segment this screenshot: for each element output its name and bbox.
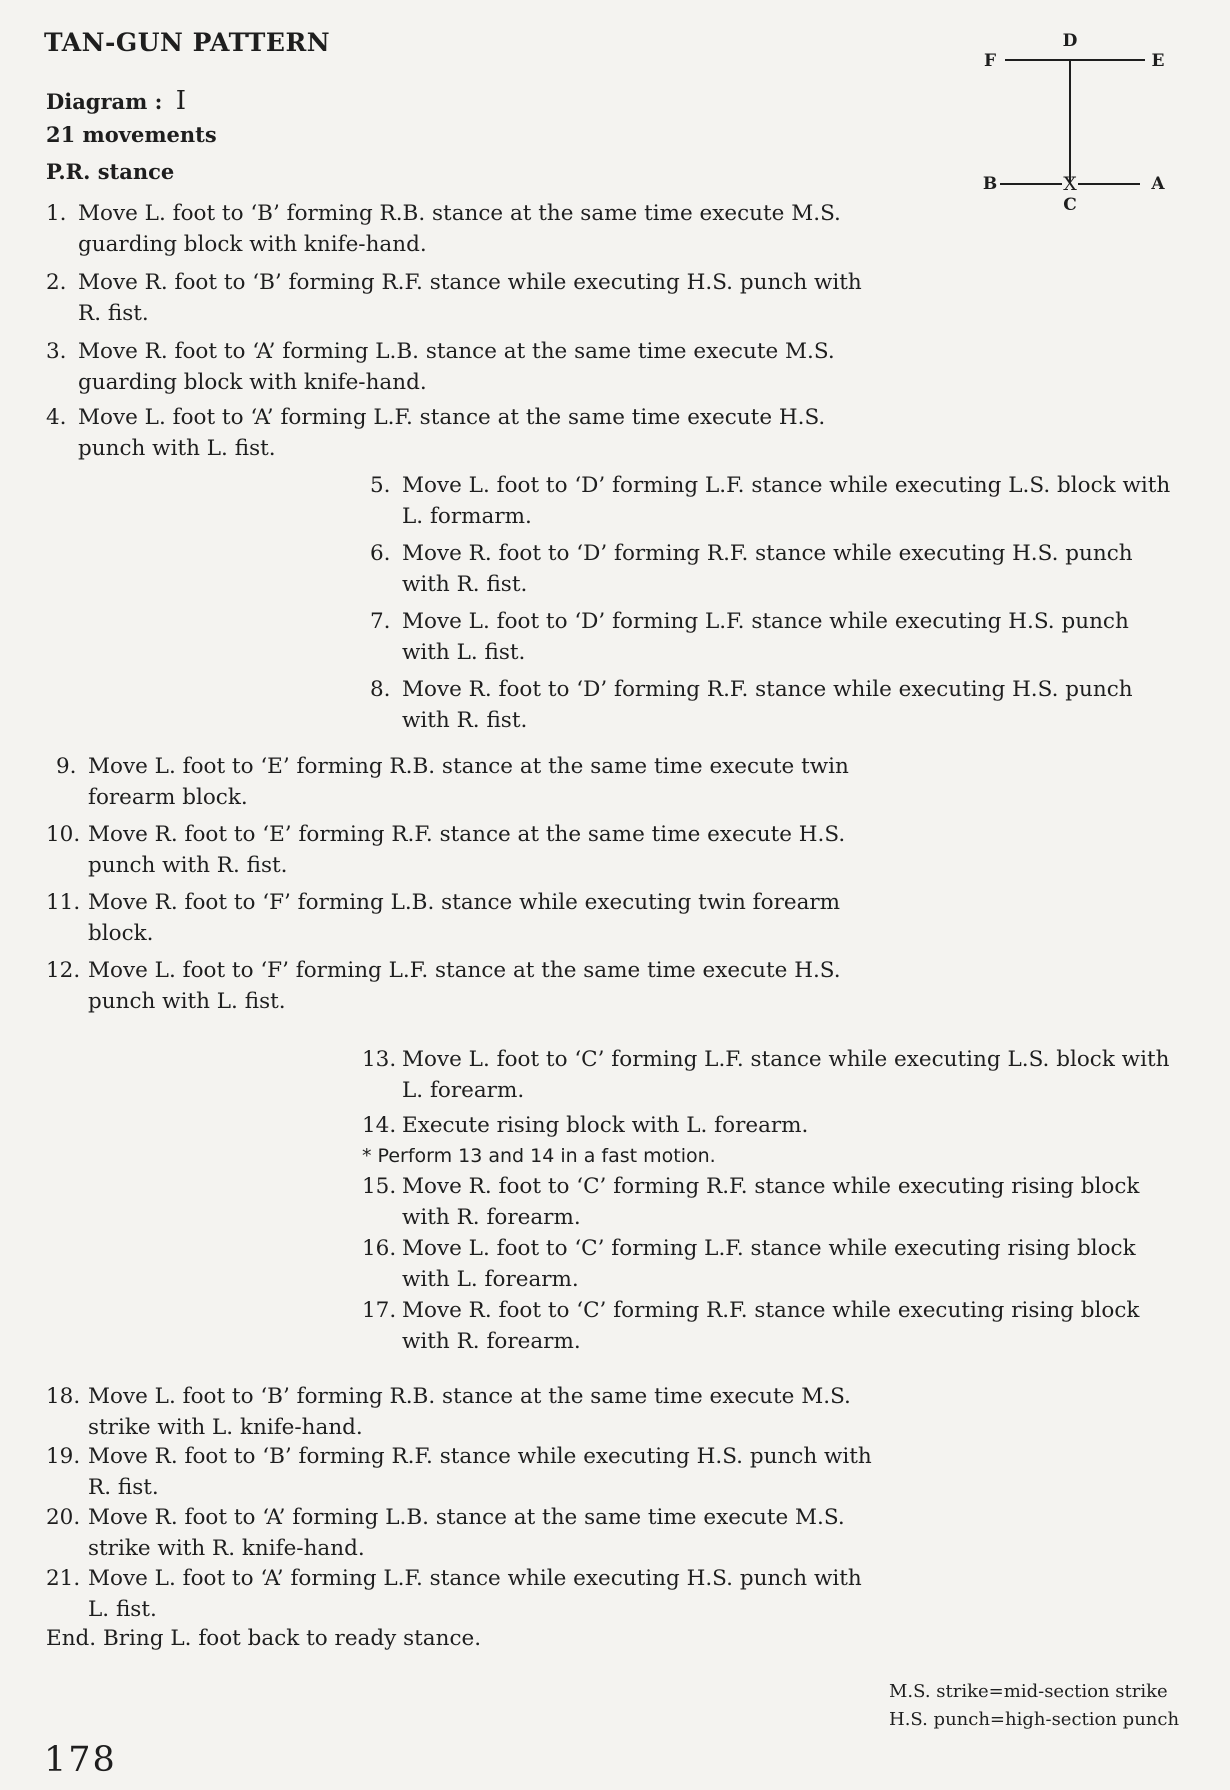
movement-number: 16. <box>362 1236 397 1261</box>
diagram-label: Diagram : <box>46 89 163 114</box>
point-e: E <box>1151 51 1165 71</box>
movement-number: 15. <box>362 1174 397 1199</box>
movement-text: Move R. foot to ‘E’ forming R.F. stance at the same time execute H.S. punch with R. fist. <box>88 822 846 878</box>
movement-text: Move R. foot to ‘D’ forming R.F. stance while executing H.S. punch with R. fist. <box>402 541 1133 597</box>
movement-number: 4. <box>46 405 67 430</box>
movement-item <box>362 1233 1182 1295</box>
movement-text: Move L. foot to ‘D’ forming L.F. stance while executing L.S. block with L. formarm. <box>402 473 1171 529</box>
end-instruction: End. Bring L. foot back to ready stance. <box>46 1626 482 1651</box>
movement-number: 9. <box>56 754 77 779</box>
movement-item <box>46 1381 878 1443</box>
movement-text: Move L. foot to ‘A’ forming L.F. stance while executing H.S. punch with L. fist. <box>88 1566 862 1622</box>
movement-number: 20. <box>46 1505 81 1530</box>
point-f: F <box>983 51 997 71</box>
movement-number: 21. <box>46 1566 81 1591</box>
movement-number: 11. <box>46 890 81 915</box>
movement-text: Move R. foot to ‘B’ forming R.F. stance while executing H.S. punch with R. fist. <box>78 270 862 326</box>
movement-item <box>46 267 866 329</box>
movement-item <box>370 674 1182 736</box>
movement-number: 7. <box>370 609 391 634</box>
movement-item <box>46 402 866 464</box>
pattern-title: TAN-GUN PATTERN <box>44 28 331 57</box>
point-b: B <box>982 174 998 194</box>
movement-text: Move R. foot to ‘A’ forming L.B. stance at the same time execute M.S. strike with R. knife-hand. <box>88 1505 845 1561</box>
movement-text: Move R. foot to ‘C’ forming R.F. stance while executing rising block with R. forearm. <box>402 1298 1140 1354</box>
movement-text: Move R. foot to ‘F’ forming L.B. stance while executing twin forearm block. <box>88 890 841 946</box>
movement-item <box>46 819 878 881</box>
movement-text: Move L. foot to ‘C’ forming L.F. stance while executing L.S. block with L. forearm. <box>402 1047 1170 1103</box>
page-number: 178 <box>44 1740 117 1780</box>
movement-item <box>46 336 866 398</box>
movement-text: Move L. foot to ‘E’ forming R.B. stance at the same time execute twin forearm block. <box>88 754 849 810</box>
legend-ms-strike: M.S. strike=mid-section strike <box>889 1681 1168 1702</box>
movement-item <box>370 606 1182 668</box>
movement-text: Move R. foot to ‘A’ forming L.B. stance at the same time execute M.S. guarding block with knife-hand. <box>78 339 835 395</box>
movement-text: Move L. foot to ‘A’ forming L.F. stance at the same time execute H.S. punch with L. fist. <box>78 405 826 461</box>
movement-text: Move R. foot to ‘B’ forming R.F. stance while executing H.S. punch with R. fist. <box>88 1444 872 1500</box>
fast-motion-note: * Perform 13 and 14 in a fast motion. <box>362 1145 716 1167</box>
movement-text: Move R. foot to ‘D’ forming R.F. stance while executing H.S. punch with R. fist. <box>402 677 1133 733</box>
pattern-diagram-svg <box>970 28 1180 218</box>
movement-item <box>46 1563 878 1625</box>
movement-number: 10. <box>46 822 81 847</box>
pattern-diagram <box>970 28 1180 218</box>
movement-number: 2. <box>46 270 67 295</box>
movement-item <box>370 470 1182 532</box>
movement-text: Move L. foot to ‘B’ forming R.B. stance at the same time execute M.S. guarding block with knife-hand. <box>78 201 841 257</box>
movement-text: Move R. foot to ‘C’ forming R.F. stance while executing rising block with R. forearm. <box>402 1174 1140 1230</box>
movement-item <box>46 751 878 813</box>
abbreviation-legend <box>889 1678 1179 1734</box>
movement-item <box>46 887 878 949</box>
movement-item <box>362 1171 1182 1233</box>
diagram-symbol: I <box>175 86 187 116</box>
movement-item <box>46 1502 878 1564</box>
movement-text: Execute rising block with L. forearm. <box>402 1113 809 1138</box>
diagram-line <box>46 86 186 116</box>
point-d: D <box>1062 31 1078 51</box>
movement-number: 12. <box>46 958 81 983</box>
point-a: A <box>1151 174 1165 194</box>
movement-number: 8. <box>370 677 391 702</box>
movement-text: Move L. foot to ‘D’ forming L.F. stance while executing H.S. punch with L. fist. <box>402 609 1129 665</box>
movement-text: Move L. foot to ‘F’ forming L.F. stance at the same time execute H.S. punch with L. fist. <box>88 958 841 1014</box>
movement-number: 17. <box>362 1298 397 1323</box>
movement-number: 19. <box>46 1444 81 1469</box>
point-c: C <box>1063 195 1077 215</box>
movement-number: 14. <box>362 1113 397 1138</box>
movement-text: Move L. foot to ‘C’ forming L.F. stance while executing rising block with L. forearm. <box>402 1236 1136 1292</box>
movement-number: 3. <box>46 339 67 364</box>
movement-number: 18. <box>46 1384 81 1409</box>
movement-item <box>362 1044 1182 1106</box>
movement-count: 21 movements <box>46 122 217 147</box>
movement-text: Move L. foot to ‘B’ forming R.B. stance at the same time execute M.S. strike with L. knife-hand. <box>88 1384 851 1440</box>
movement-number: 6. <box>370 541 391 566</box>
movement-number: 5. <box>370 473 391 498</box>
movement-number: 13. <box>362 1047 397 1072</box>
starting-stance: P.R. stance <box>46 159 175 184</box>
point-x: X <box>1063 173 1077 195</box>
movement-item <box>370 538 1182 600</box>
movement-item <box>362 1110 1182 1141</box>
movement-item <box>46 955 878 1017</box>
movement-item <box>46 1441 878 1503</box>
movement-item <box>46 198 866 260</box>
movement-item <box>362 1295 1182 1357</box>
movement-number: 1. <box>46 201 67 226</box>
legend-hs-punch: H.S. punch=high-section punch <box>889 1709 1180 1730</box>
